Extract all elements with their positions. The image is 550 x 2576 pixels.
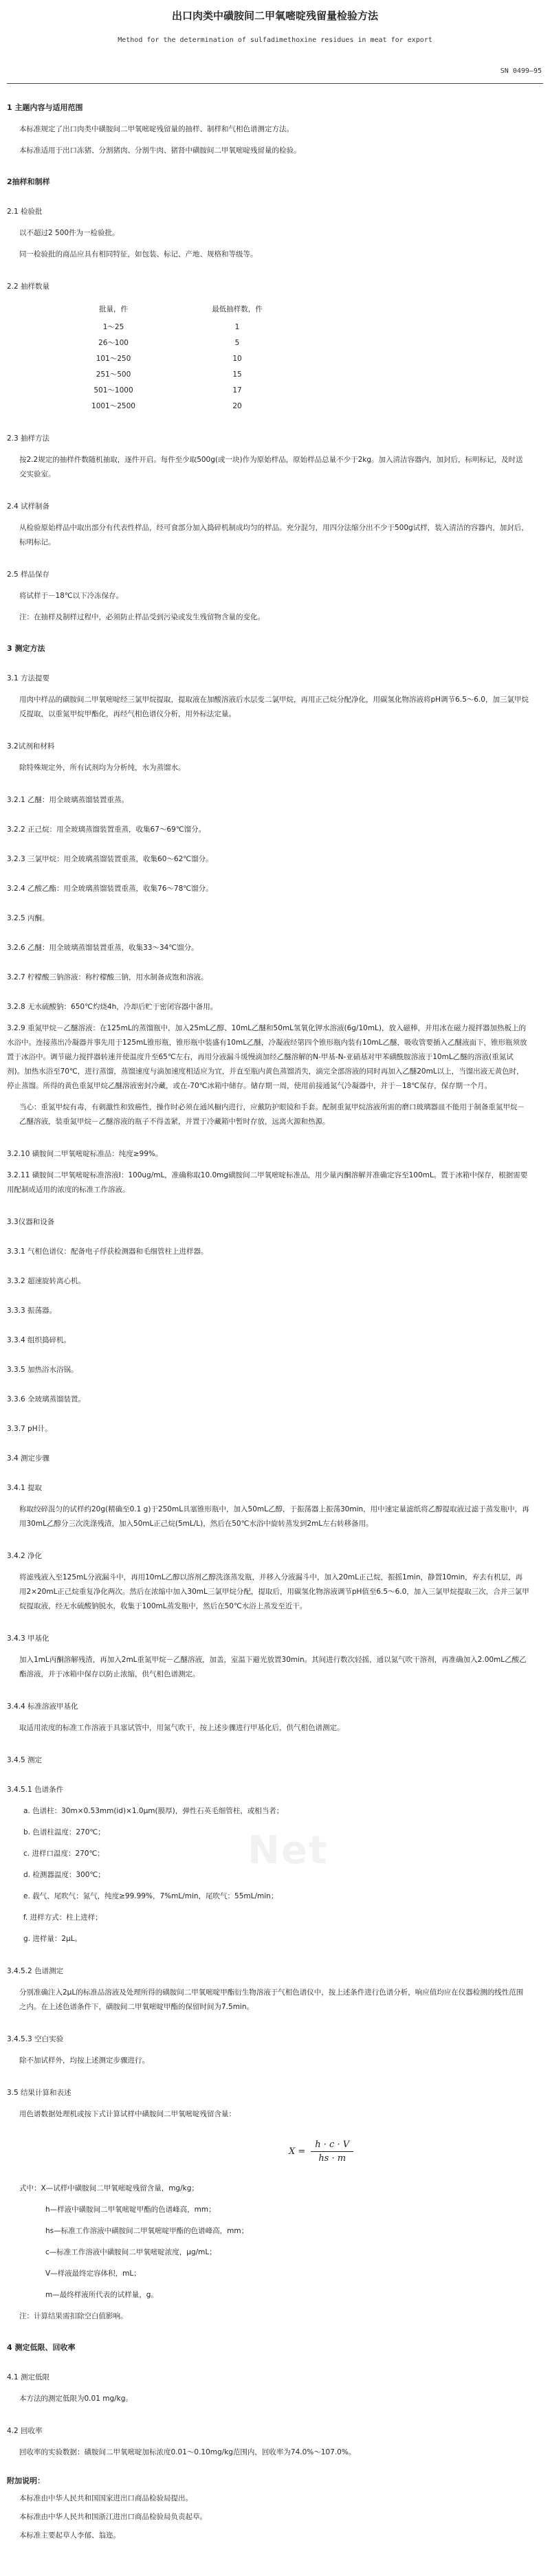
sec3-4-5-3-p: 除不加试样外，均按上述测定步骤进行。 bbox=[19, 2056, 149, 2065]
sec3-4-5-2-p: 分别准确注入2μL的标准品溶液及处理所得的磺胺间二甲氧嘧啶甲酯衍生物溶液于气相色谱仪中，按上述条件进行色谱分析，响应值均应在仪器检测的线性范围之内。在上述色谱条件下，磺胺间二甲氧嘧啶甲酯的保留时间为7.5min。 bbox=[19, 1988, 524, 2011]
sec3-4-1-heading: 3.4.1 提取 bbox=[7, 1484, 43, 1492]
sec3-4-4-heading: 3.4.4 标准溶液甲基化 bbox=[7, 1702, 78, 1711]
sec3-4-5-3-heading: 3.4.5.3 空白实验 bbox=[7, 2035, 64, 2043]
reagent-329: 3.2.9 重氮甲烷－乙醚溶液：在125mL的蒸馏瓶中，加入25mL乙醇、10mL乙醚和50mL氢氧化钾水溶液(6g/10mL)，放入磁棒，并用冰在磁力搅拌器加热板上的水浴中。连接蒸出冷凝器并事先用于125mL锥形瓶，锥形瓶中装盛有10mL乙醚，冷凝液经第四个锥形瓶内装有10mL乙醚，吸收管要插入乙醚液面下，锥形瓶须放置于冰浴中。调节磁力搅拌器转速并使温度升至65℃左右，再用分液漏斗缓慢滴加经乙醚溶解的N-甲基-N-亚硝基对甲苯磺酰胺溶液于10mL乙醚的溶液(重氮试剂)。加热水浴至70℃，进行蒸馏，蒸馏速度与滴加速度相适应为宜，并直至瓶内黄色蒸馏消失，滴完全部溶液的同时再加入乙醚20mL以上，当馏出液无黄色时，停止蒸馏。所得的黄色重氮甲烷乙醚溶液密封冷藏，或在-70℃冰箱中储存。储存期一周，使用前接通氮气冷凝器中，并于－18℃保存，保存期一个月。 bbox=[7, 1024, 527, 1090]
formula-where: m—最终样液所代表的试样量，g。 bbox=[45, 2291, 158, 2299]
sec1-p1: 本标准规定了出口肉类中磺胺间二甲氧嘧啶残留量的抽样、制样和气相色谱测定方法。 bbox=[19, 125, 294, 133]
table-cell: 17 bbox=[232, 386, 242, 395]
table-cell: 101～250 bbox=[96, 355, 131, 363]
instrument-item: 3.3.3 振荡器。 bbox=[7, 1307, 57, 1315]
condition-item: g. 进样量：2μL。 bbox=[23, 1935, 82, 1943]
table-header-cell: 批量，件 bbox=[99, 305, 128, 313]
table-cell: 1 bbox=[234, 322, 240, 331]
condition-item: e. 载气、尾吹气：氮气，纯度≥99.99%，7%mL/min，尾吹气：55mL/min； bbox=[23, 1892, 278, 1900]
table-row bbox=[69, 319, 316, 335]
instrument-item: 3.3.6 全玻璃蒸馏装置。 bbox=[7, 1395, 86, 1403]
sec3-1-heading: 3.1 方法提要 bbox=[7, 674, 50, 682]
sec2-2-heading: 2.2 抽样数量 bbox=[7, 282, 50, 291]
formula-denominator: hs · m bbox=[318, 2153, 346, 2164]
sec2-heading: 2抽样和制样 bbox=[7, 177, 50, 186]
reagent-item: 3.2.2 正己烷：用全玻璃蒸馏装置重蒸，收集67～69℃馏分。 bbox=[7, 825, 206, 834]
appendix-line: 本标准由中华人民共和国国家进出口商品检验局提出。 bbox=[19, 2494, 192, 2502]
sec3-4-3-p: 加入1mL丙酮溶解残渣，再加入2mL重氮甲烷－乙醚溶液，加盖，室温下避光放置30min。其间进行数次轻摇，通以氮气吹干溶剂，再准确加入2.00mL乙酸乙酯溶液，并于冰箱中保存以防止浓缩，供气相色谱测定。 bbox=[19, 1656, 527, 1678]
sec1-p2: 本标准适用于出口冻猪、分割猪肉、分割牛肉、猪肾中磺胺间二甲氧嘧啶残留量的检验。 bbox=[19, 146, 301, 155]
condition-item: f. 进样方式：柱上进样； bbox=[23, 1913, 102, 1922]
instrument-item: 3.3.1 气相色谱仪：配备电子俘获检测器和毛细管柱上进样器。 bbox=[7, 1247, 208, 1256]
sec2-5-note: 注：在抽样及制样过程中，必须防止样品受到污染或发生残留物含量的变化。 bbox=[19, 613, 265, 621]
table-row bbox=[69, 351, 316, 366]
sec3-5-heading: 3.5 结果计算和表述 bbox=[7, 2089, 72, 2097]
sec3-1-p: 用肉中样品的磺胺间二甲氧嘧啶经三氯甲烷提取，提取液在加酸溶液后水层变二氯甲烷，再用正己烷分配净化，用碳氢化物溶液将pH调节6.5～6.0，加三氯甲烷反提取，以重氮甲烷甲酯化，再经气相色谱仪分析，用外标法定量。 bbox=[19, 696, 529, 718]
result-formula bbox=[289, 2140, 550, 2164]
sec3-5-note: 注：计算结果需扣除空白值影响。 bbox=[19, 2312, 128, 2320]
table-row bbox=[69, 382, 316, 398]
table-row bbox=[69, 335, 316, 351]
sec2-4-p: 从检验原始样品中取出部分有代表性样品，经可食部分加入捣碎机制成均匀的样品。充分混匀，用四分法缩分出不少于500g试样，装入清洁的容器内，加封后，标明标记。 bbox=[19, 524, 529, 546]
condition-item: c. 进样口温度：270℃； bbox=[23, 1850, 104, 1858]
sec2-5-p1: 将试样于－18℃以下冷冻保存。 bbox=[19, 592, 124, 600]
condition-item: a. 色谱柱：30m×0.53mm(id)×1.0μm(膜厚)，弹性石英毛细管柱，或相当者； bbox=[23, 1807, 284, 1815]
formula-where: V—样液最终定容体积，mL； bbox=[45, 2269, 141, 2278]
standard-number: SN 0499—95 bbox=[500, 67, 542, 75]
sec4-1-heading: 4.1 测定低限 bbox=[7, 2373, 50, 2381]
formula-where: 式中：X—试样中磺胺间二甲氧嘧啶残留含量，mg/kg； bbox=[19, 2184, 199, 2192]
sec3-4-4-p: 取适用浓度的标准工作溶液于具塞试管中，用氮气吹干，按上述步骤进行甲基化后，供气相色谱测定。 bbox=[19, 1724, 344, 1732]
reagent-item: 3.2.7 柠檬酸三钠溶液：称柠檬酸三钠，用水制备成饱和溶液。 bbox=[7, 973, 208, 981]
sec2-1-heading: 2.1 检验批 bbox=[7, 208, 43, 216]
sec3-4-2-p: 将滤残液入至125mL分液漏斗中，再用10mL乙醇以溶剂乙醇洗涤蒸发瓶，并移入分液漏斗中，加入20mL正己烷，振摇1min，静置10min，弃去有机层，再用2×20mL正己烷重复净化两次。然后在浓缩中加入30mL三氯甲烷分配，提取后，用碳氢化物溶液调节pH值至6.5～6.0，加入三氯甲烷提取三次，合并三氯甲烷提取液，经无水硫酸钠脱水，收集于100mL蒸发瓶中，然后在50℃水浴上蒸发至近干。 bbox=[19, 1573, 529, 1610]
sec3-4-1-p: 称取绞碎混匀的试样约20g(精确至0.1 g)于250mL具塞锥形瓶中，加入50mL乙醇，于振荡器上振荡30min，用中速定量滤纸将乙醇提取液过滤于蒸发瓶中，再用30mL乙醇分三次洗涤残渣，加入50mL正己烷(5mL/L)，然后在50℃水浴中旋转蒸发到2mL左右转移备用。 bbox=[19, 1505, 529, 1528]
reagent-3210: 3.2.10 磺胺间二甲氧嘧啶标准品：纯度≥99%。 bbox=[7, 1150, 163, 1158]
sec4-heading: 4 测定低限、回收率 bbox=[7, 2343, 76, 2352]
instrument-item: 3.3.5 加热浴水浴锅。 bbox=[7, 1366, 78, 1374]
instrument-item: 3.3.7 pH计。 bbox=[7, 1425, 52, 1433]
reagent-item: 3.2.1 乙醚：用全玻璃蒸馏装置重蒸。 bbox=[7, 796, 129, 804]
sec3-4-2-heading: 3.4.2 净化 bbox=[7, 1552, 43, 1560]
sec1-heading: 1 主题内容与适用范围 bbox=[7, 103, 83, 112]
doc-subtitle-en: Method for the determination of sulfadimethoxine residues in meat for export bbox=[118, 36, 432, 44]
instrument-item: 3.3.2 超速旋转离心机。 bbox=[7, 1277, 86, 1285]
sec2-5-heading: 2.5 样品保存 bbox=[7, 570, 50, 579]
table-row bbox=[69, 398, 316, 414]
appendix-heading: 附加说明： bbox=[7, 2476, 45, 2485]
table-cell: 1～25 bbox=[102, 323, 124, 331]
table-header-cell: 最低抽样数，件 bbox=[212, 305, 263, 313]
sec3-5-p: 用色谱数据处理机或按下式计算试样中磺胺间二甲氧嘧啶残留含量： bbox=[19, 2110, 236, 2118]
sec2-4-heading: 2.4 试样制备 bbox=[7, 502, 50, 511]
watermark: Net bbox=[248, 1828, 329, 1873]
table-cell: 26～100 bbox=[98, 339, 129, 347]
sec3-4-5-2-heading: 3.4.5.2 色谱测定 bbox=[7, 1967, 64, 1975]
sec3-2-p: 除特殊规定外，所有试剂均为分析纯，水为蒸馏水。 bbox=[19, 764, 186, 772]
sec4-2-heading: 4.2 回收率 bbox=[7, 2427, 43, 2435]
table-cell: 5 bbox=[234, 338, 240, 347]
sec3-4-5-1-heading: 3.4.5.1 色谱条件 bbox=[7, 1786, 64, 1794]
sec3-4-3-heading: 3.4.3 甲基化 bbox=[7, 1634, 50, 1643]
sec4-1-p: 本方法的测定低限为0.01 mg/kg。 bbox=[19, 2395, 133, 2403]
reagent-item: 3.2.3 三氯甲烷：用全玻璃蒸馏装置重蒸，收集60～62℃馏分。 bbox=[7, 855, 213, 863]
condition-item: b. 色谱柱温度：270℃； bbox=[23, 1828, 105, 1836]
table-cell: 20 bbox=[232, 401, 242, 410]
sec3-4-5-heading: 3.4.5 测定 bbox=[7, 1756, 43, 1764]
formula-where: h—样液中磺胺间二甲氧嘧啶甲酯的色谱峰高，mm； bbox=[45, 2206, 216, 2214]
appendix-line: 本标准主要起草人李郁、翁迩。 bbox=[19, 2531, 120, 2540]
sec4-2-p: 回收率的实验数据：磺胺间二甲氧嘧啶加标浓度0.01～0.10mg/kg范围内，回收率为74.0%～107.0%。 bbox=[19, 2448, 356, 2456]
formula-where: hs—标准工作溶液中磺胺间二甲氧嘧啶甲酯的色谱峰高，mm； bbox=[45, 2227, 249, 2235]
reagent-329-caution: 当心：重氮甲烷有毒，有刺激性和致癌性，操作时必须在通风橱内进行，应戴防护眼镜和手套。配制重氮甲烷溶液所需的磨口玻璃器皿不能用于制备重氮甲烷－乙醚溶液，装重氮甲烷－乙醚溶液的瓶子不得盖紧，并置于冷藏箱中暂时存放，远离火源和热源。 bbox=[19, 1103, 525, 1126]
condition-item: d. 检测器温度：300℃； bbox=[23, 1871, 105, 1879]
appendix-line: 本标准由中华人民共和国浙江进出口商品检验局负责起草。 bbox=[19, 2513, 207, 2521]
sec2-1-p1: 以不超过2 500件为一检验批。 bbox=[19, 229, 120, 237]
table-cell: 501～1000 bbox=[94, 386, 133, 395]
formula-fraction bbox=[311, 2140, 353, 2164]
table-row bbox=[69, 366, 316, 382]
sec3-4-heading: 3.4 测定步骤 bbox=[7, 1454, 50, 1463]
reagent-item: 3.2.4 乙酸乙酯：用全玻璃蒸馏装置重蒸，收集76～78℃馏分。 bbox=[7, 885, 213, 893]
formula-lhs: X = bbox=[289, 2146, 306, 2157]
formula-where: c—标准工作溶液中磺胺间二甲氧嘧啶浓度，μg/mL； bbox=[45, 2248, 217, 2256]
reagent-3211: 3.2.11 磺胺间二甲氧嘧啶标准溶液Ⅰ：100ug/mL，准确称取10.0mg磺胺间二甲氧嘧啶标准品，用少量丙酮溶解并准确定容至100mL。置于冰箱中保存，根据需要用配制成适用的浓度的标准工作溶液。 bbox=[7, 1171, 528, 1194]
table-cell: 15 bbox=[232, 370, 242, 379]
instrument-item: 3.3.4 组织捣碎机。 bbox=[7, 1336, 72, 1344]
table-cell: 10 bbox=[232, 354, 242, 363]
sec3-3-heading: 3.3仪器和设备 bbox=[7, 1218, 55, 1226]
doc-title: 出口肉类中磺胺间二甲氧嘧啶残留量检验方法 bbox=[171, 10, 378, 22]
reagent-item: 3.2.8 无水硫酸钠：650℃灼烧4h，冷却后贮于密闭容器中备用。 bbox=[7, 1003, 218, 1011]
sec2-3-p: 按2.2规定的抽样件数随机抽取，逐件开启。每件至少取500g(或一块)作为原始样品，原始样品总量不少于2kg。加入清洁容器内，加封后，标明标记，及时送交实验室。 bbox=[19, 456, 523, 478]
table-header-row bbox=[69, 301, 316, 319]
sec2-1-p2: 同一检验批的商品应具有相同特征，如包装、标记、产地、规格和等级等。 bbox=[19, 250, 258, 258]
sec3-2-heading: 3.2试剂和材料 bbox=[7, 742, 55, 751]
reagent-item: 3.2.6 乙醚：用全玻璃蒸馏装置重蒸，收集33～34℃馏分。 bbox=[7, 944, 199, 952]
table-cell: 1001～2500 bbox=[91, 402, 135, 410]
header-rule bbox=[7, 83, 543, 84]
sec3-heading: 3 测定方法 bbox=[7, 644, 45, 653]
formula-numerator: h · c · V bbox=[311, 2140, 353, 2152]
sec2-3-heading: 2.3 抽样方法 bbox=[7, 434, 50, 443]
sampling-table bbox=[69, 301, 316, 414]
reagent-item: 3.2.5 丙酮。 bbox=[7, 914, 50, 922]
table-cell: 251～500 bbox=[96, 370, 131, 379]
